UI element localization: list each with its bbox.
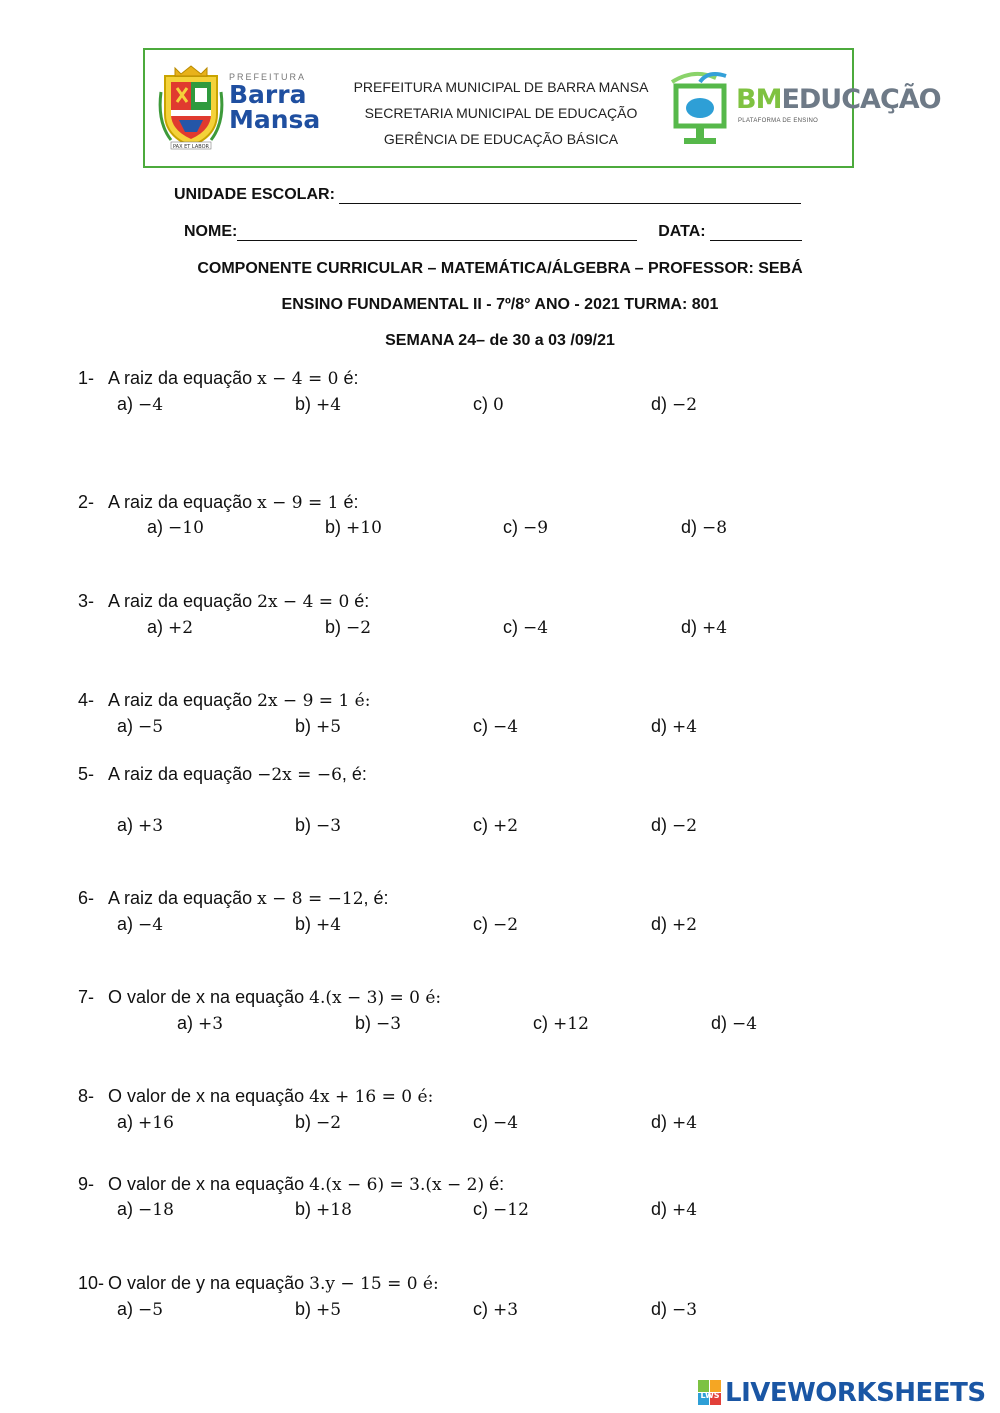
option-value: +4	[672, 717, 698, 737]
question-1	[78, 368, 958, 389]
option-letter: b)	[325, 617, 342, 637]
prefeitura-logo	[229, 72, 320, 132]
liveworksheets-icon-letters: LWS	[700, 1391, 720, 1400]
option-value: +2	[672, 915, 698, 935]
option-letter: b)	[295, 1199, 312, 1219]
option-letter: c)	[473, 1112, 488, 1132]
question-prefix: A raiz da equação	[108, 690, 253, 710]
bm-brand-prefix: BM	[736, 84, 782, 115]
prefeitura-name-line1: Barra	[229, 80, 307, 109]
option-letter: c)	[533, 1013, 548, 1033]
question-equation: 2x − 9 = 1 é:	[257, 691, 371, 711]
question-equation: 4.(x − 3) = 0 é:	[309, 988, 442, 1008]
question-2-option-a[interactable]	[147, 517, 204, 538]
option-letter: c)	[473, 716, 488, 736]
question-number: 9-	[78, 1174, 95, 1194]
option-letter: b)	[295, 716, 312, 736]
option-value: +18	[316, 1200, 352, 1220]
option-value: 0	[493, 395, 504, 415]
option-letter: c)	[473, 914, 488, 934]
option-value: −10	[168, 518, 204, 538]
question-5-option-a[interactable]	[117, 815, 163, 836]
question-1-option-d[interactable]	[651, 394, 697, 415]
option-value: −5	[138, 1300, 164, 1320]
option-value: −2	[493, 915, 519, 935]
option-letter: c)	[473, 815, 488, 835]
nome-field[interactable]	[237, 222, 637, 241]
option-letter: c)	[503, 617, 518, 637]
question-3-option-b[interactable]	[325, 617, 371, 638]
option-value: +4	[702, 618, 728, 638]
question-3	[78, 591, 958, 612]
question-prefix: O valor de x na equação	[108, 987, 305, 1007]
question-4-option-c[interactable]	[473, 716, 518, 737]
option-letter: d)	[681, 517, 698, 537]
institution-lines	[345, 74, 657, 152]
question-4-option-a[interactable]	[117, 716, 163, 737]
question-8	[78, 1086, 958, 1107]
question-suffix: é:	[484, 1174, 505, 1194]
crest-motto: PAX ET LABOR	[172, 144, 210, 150]
question-4-option-b[interactable]	[295, 716, 341, 737]
city-crest-icon	[157, 62, 225, 150]
question-number: 3-	[78, 591, 95, 611]
option-value: +16	[138, 1113, 174, 1133]
option-letter: c)	[503, 517, 518, 537]
option-letter: c)	[473, 1299, 488, 1319]
option-value: −9	[523, 518, 549, 538]
prefeitura-name-line2: Mansa	[229, 105, 321, 134]
question-5	[78, 764, 958, 785]
question-9-option-b[interactable]	[295, 1199, 352, 1220]
question-number: 8-	[78, 1086, 95, 1106]
question-10-option-d[interactable]	[651, 1299, 697, 1320]
option-value: −3	[376, 1014, 402, 1034]
nome-label: NOME:	[184, 223, 238, 240]
question-prefix: O valor de y na equação	[108, 1273, 305, 1293]
question-8-option-b[interactable]	[295, 1112, 341, 1133]
option-value: +2	[493, 816, 519, 836]
question-equation: −2x = −6	[257, 765, 342, 785]
question-prefix: O valor de x na equação	[108, 1174, 305, 1194]
question-4-option-d[interactable]	[651, 716, 697, 737]
question-number: 4-	[78, 690, 95, 710]
question-8-option-a[interactable]	[117, 1112, 174, 1133]
option-value: +4	[672, 1113, 698, 1133]
question-3-option-c[interactable]	[503, 617, 548, 638]
componente-curricular: COMPONENTE CURRICULAR – MATEMÁTICA/ÁLGEBRA – PROFESSOR: SEBÁ	[197, 260, 803, 277]
option-letter: d)	[651, 815, 668, 835]
institution-line-3: GERÊNCIA DE EDUCAÇÃO BÁSICA	[383, 131, 619, 147]
option-letter: b)	[295, 914, 312, 934]
option-value: −2	[346, 618, 372, 638]
bm-brand-suffix: EDUCAÇÃO	[781, 84, 941, 115]
institution-line-2: SECRETARIA MUNICIPAL DE EDUCAÇÃO	[364, 105, 638, 121]
option-value: −5	[138, 717, 164, 737]
question-3-option-a[interactable]	[147, 617, 193, 638]
option-value: +12	[553, 1014, 589, 1034]
option-value: −2	[672, 816, 698, 836]
question-9-option-d[interactable]	[651, 1199, 697, 1220]
monitor-icon	[670, 68, 732, 148]
option-letter: d)	[651, 716, 668, 736]
question-suffix: , é:	[341, 764, 367, 784]
question-6-option-b[interactable]	[295, 914, 341, 935]
question-1-option-c[interactable]	[473, 394, 504, 415]
option-value: −4	[138, 915, 164, 935]
question-6-option-d[interactable]	[651, 914, 697, 935]
option-letter: d)	[651, 914, 668, 934]
question-number: 5-	[78, 764, 95, 784]
question-5-option-c[interactable]	[473, 815, 518, 836]
option-value: +4	[672, 1200, 698, 1220]
question-1-option-b[interactable]	[295, 394, 341, 415]
question-equation: x − 4 = 0	[257, 369, 339, 389]
question-2-option-b[interactable]	[325, 517, 382, 538]
question-7-option-d[interactable]	[711, 1013, 757, 1034]
bm-brand	[736, 84, 941, 115]
option-value: +3	[198, 1014, 224, 1034]
option-letter: c)	[473, 394, 488, 414]
question-1-option-a[interactable]	[117, 394, 163, 415]
option-value: −4	[732, 1014, 758, 1034]
option-letter: d)	[651, 394, 668, 414]
question-number: 10-	[78, 1273, 105, 1293]
question-8-option-c[interactable]	[473, 1112, 518, 1133]
option-value: −4	[493, 717, 519, 737]
liveworksheets-brand: LIVEWORKSHEETS	[725, 1378, 986, 1408]
bm-subtitle: PLATAFORMA DE ENSINO	[738, 118, 819, 124]
question-10-option-c[interactable]	[473, 1299, 518, 1320]
question-7-option-a[interactable]	[177, 1013, 223, 1034]
question-prefix: O valor de x na equação	[108, 1086, 305, 1106]
option-value: +2	[168, 618, 194, 638]
option-letter: a)	[117, 914, 134, 934]
ensino-info: ENSINO FUNDAMENTAL II - 7º/8° ANO - 2021 TURMA: 801	[281, 296, 719, 313]
option-value: +5	[316, 1300, 342, 1320]
option-value: +5	[316, 717, 342, 737]
option-letter: b)	[295, 1299, 312, 1319]
question-7	[78, 987, 958, 1008]
liveworksheets-icon	[698, 1380, 722, 1406]
option-letter: c)	[473, 1199, 488, 1219]
question-prefix: A raiz da equação	[108, 764, 253, 784]
option-letter: a)	[117, 1199, 134, 1219]
option-value: +10	[346, 518, 382, 538]
header-banner	[143, 48, 941, 168]
question-prefix: A raiz da equação	[108, 492, 253, 512]
option-value: +4	[316, 915, 342, 935]
question-prefix: A raiz da equação	[108, 591, 253, 611]
semana-info: SEMANA 24– de 30 a 03 /09/21	[385, 332, 615, 349]
question-10-option-a[interactable]	[117, 1299, 163, 1320]
question-3-option-d[interactable]	[681, 617, 727, 638]
question-8-option-d[interactable]	[651, 1112, 697, 1133]
option-letter: d)	[651, 1299, 668, 1319]
question-equation: x − 9 = 1	[257, 493, 339, 513]
question-suffix: , é:	[363, 888, 389, 908]
option-letter: a)	[117, 716, 134, 736]
institution-line-1: PREFEITURA MUNICIPAL DE BARRA MANSA	[353, 79, 649, 95]
option-letter: b)	[295, 394, 312, 414]
question-equation: 3.y − 15 = 0 é:	[309, 1274, 439, 1294]
question-suffix: é:	[338, 492, 359, 512]
unidade-escolar-label: UNIDADE ESCOLAR:	[174, 186, 335, 203]
question-4	[78, 690, 958, 711]
question-2-option-d[interactable]	[681, 517, 727, 538]
option-letter: a)	[147, 517, 164, 537]
question-5-option-b[interactable]	[295, 815, 341, 836]
option-letter: d)	[651, 1199, 668, 1219]
question-7-option-c[interactable]	[533, 1013, 589, 1034]
question-6	[78, 888, 958, 909]
option-value: +4	[316, 395, 342, 415]
option-value: −3	[672, 1300, 698, 1320]
option-value: −4	[523, 618, 549, 638]
option-letter: d)	[681, 617, 698, 637]
option-value: −18	[138, 1200, 174, 1220]
question-6-option-a[interactable]	[117, 914, 163, 935]
option-value: −4	[138, 395, 164, 415]
question-5-option-d[interactable]	[651, 815, 697, 836]
question-suffix: é:	[349, 591, 370, 611]
option-value: −2	[672, 395, 698, 415]
option-letter: b)	[355, 1013, 372, 1033]
question-9	[78, 1174, 958, 1195]
question-equation: 4x + 16 = 0 é:	[309, 1087, 434, 1107]
question-2-option-c[interactable]	[503, 517, 548, 538]
unidade-escolar-field[interactable]	[339, 185, 801, 204]
option-value: +3	[493, 1300, 519, 1320]
question-equation: x − 8 = −12	[257, 889, 364, 909]
option-letter: b)	[295, 1112, 312, 1132]
data-field[interactable]	[710, 222, 802, 241]
question-9-option-c[interactable]	[473, 1199, 529, 1220]
question-10	[78, 1273, 958, 1294]
question-prefix: A raiz da equação	[108, 888, 253, 908]
option-letter: a)	[117, 394, 134, 414]
option-letter: a)	[117, 1112, 134, 1132]
question-9-option-a[interactable]	[117, 1199, 174, 1220]
option-value: −12	[493, 1200, 529, 1220]
question-number: 6-	[78, 888, 95, 908]
question-number: 2-	[78, 492, 95, 512]
question-equation: 4.(x − 6) = 3.(x − 2)	[309, 1175, 485, 1195]
option-value: −4	[493, 1113, 519, 1133]
question-equation: 2x − 4 = 0	[257, 592, 350, 612]
data-label: DATA:	[658, 223, 706, 240]
unidade-escolar-row	[174, 185, 801, 204]
question-number: 7-	[78, 987, 95, 1007]
option-value: −2	[316, 1113, 342, 1133]
option-letter: a)	[117, 1299, 134, 1319]
question-6-option-c[interactable]	[473, 914, 518, 935]
liveworksheets-footer	[698, 1378, 993, 1408]
prefeitura-small-text: PREFEITURA	[229, 72, 307, 82]
question-7-option-b[interactable]	[355, 1013, 401, 1034]
option-letter: b)	[295, 815, 312, 835]
option-letter: d)	[651, 1112, 668, 1132]
bm-educacao-logo	[670, 68, 941, 148]
question-10-option-b[interactable]	[295, 1299, 341, 1320]
option-letter: a)	[177, 1013, 194, 1033]
nome-row	[184, 222, 802, 241]
question-suffix: é:	[338, 368, 359, 388]
option-letter: b)	[325, 517, 342, 537]
question-2	[78, 492, 958, 513]
question-number: 1-	[78, 368, 95, 388]
question-prefix: A raiz da equação	[108, 368, 253, 388]
option-value: +3	[138, 816, 164, 836]
option-value: −3	[316, 816, 342, 836]
option-letter: a)	[147, 617, 164, 637]
option-letter: d)	[711, 1013, 728, 1033]
option-letter: a)	[117, 815, 134, 835]
option-value: −8	[702, 518, 728, 538]
